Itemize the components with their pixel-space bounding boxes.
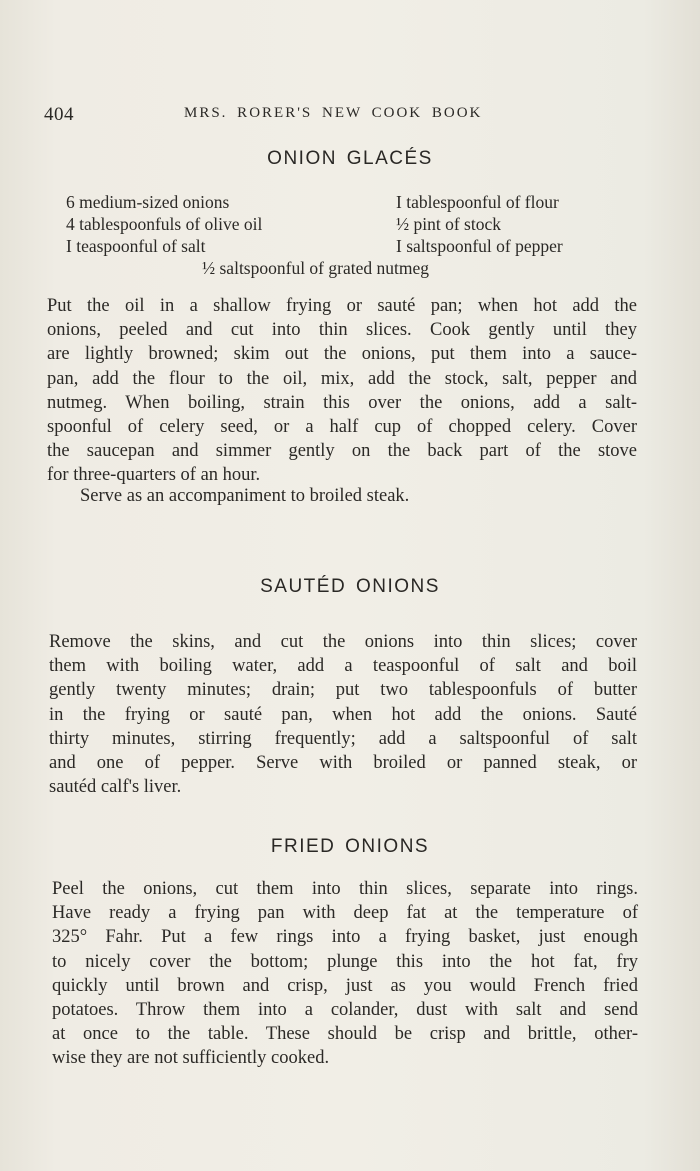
ingredient-row (66, 236, 626, 258)
page-number: 404 (44, 104, 74, 125)
ingredient-row (66, 258, 626, 280)
text-line: Put the oil in a shallow frying or sauté pan; when hot add the (47, 296, 637, 316)
serve-note: Serve as an accompaniment to broiled steak. (80, 486, 410, 506)
text-line: 325° Fahr. Put a few rings into a frying basket, just enough (52, 927, 638, 948)
text-line: them with boiling water, add a teaspoonful of salt and boil (49, 656, 637, 677)
recipe-title-sauted-onions: SAUTÉD ONIONS (260, 576, 440, 597)
text-line: quickly until brown and crisp, just as you would French fried (52, 975, 638, 996)
text-line: thirty minutes, stirring frequently; add a saltspoonful of salt (49, 728, 637, 749)
ingredient-row (66, 192, 626, 214)
recipe-paragraph (52, 877, 638, 1071)
text-line: onions, peeled and cut into thin slices. Cook gently until they (47, 320, 637, 341)
ingredient-row (66, 214, 626, 236)
ingredient: I saltspoonful of pepper (396, 236, 563, 256)
text-line: spoonful of celery seed, or a half cup of chopped celery. Cover (47, 417, 637, 438)
ingredient: I teaspoonful of salt (66, 236, 206, 256)
ingredient: 6 medium-sized onions (66, 192, 230, 212)
text-line: gently twenty minutes; drain; put two tablespoonfuls of butter (49, 680, 637, 701)
recipe-title-onion-glaces: ONION GLACÉS (267, 148, 433, 169)
text-line: Have ready a frying pan with deep fat at the temperature of (52, 903, 638, 924)
text-line: at once to the table. These should be crisp and brittle, other- (52, 1024, 638, 1045)
ingredient: ½ pint of stock (396, 214, 501, 234)
running-title: MRS. RORER'S NEW COOK BOOK (184, 105, 483, 121)
text-line: for three-quarters of an hour. (47, 465, 261, 486)
text-line: pan, add the flour to the oil, mix, add the stock, salt, pepper and (47, 368, 637, 389)
recipe-paragraph (49, 630, 637, 799)
text-line: Peel the onions, cut them into thin slices, separate into rings. (52, 879, 638, 899)
text-line: Remove the skins, and cut the onions into thin slices; cover (49, 632, 637, 652)
text-line: the saucepan and simmer gently on the back part of the stove (47, 441, 637, 462)
running-head (44, 100, 664, 130)
ingredient: I tablespoonful of flour (396, 192, 559, 212)
recipe-title-fried-onions: FRIED ONIONS (270, 836, 430, 857)
text-line: potatoes. Throw them into a colander, dust with salt and send (52, 1000, 638, 1021)
ingredient-list (66, 192, 626, 280)
text-line: sautéd calf's liver. (49, 777, 182, 798)
text-line: nutmeg. When boiling, strain this over the onions, add a salt- (47, 392, 637, 413)
text-line: are lightly browned; skim out the onions, put them into a sauce- (47, 344, 637, 365)
text-line: in the frying or sauté pan, when hot add the onions. Sauté (49, 704, 637, 725)
text-line: wise they are not sufficiently cooked. (52, 1048, 330, 1069)
text-line: and one of pepper. Serve with broiled or panned steak, or (49, 753, 637, 774)
recipe-paragraph (47, 294, 637, 488)
ingredient: ½ saltspoonful of grated nutmeg (202, 258, 429, 278)
text-line: to nicely cover the bottom; plunge this into the hot fat, fry (52, 951, 638, 972)
ingredient: 4 tablespoonfuls of olive oil (66, 214, 263, 234)
